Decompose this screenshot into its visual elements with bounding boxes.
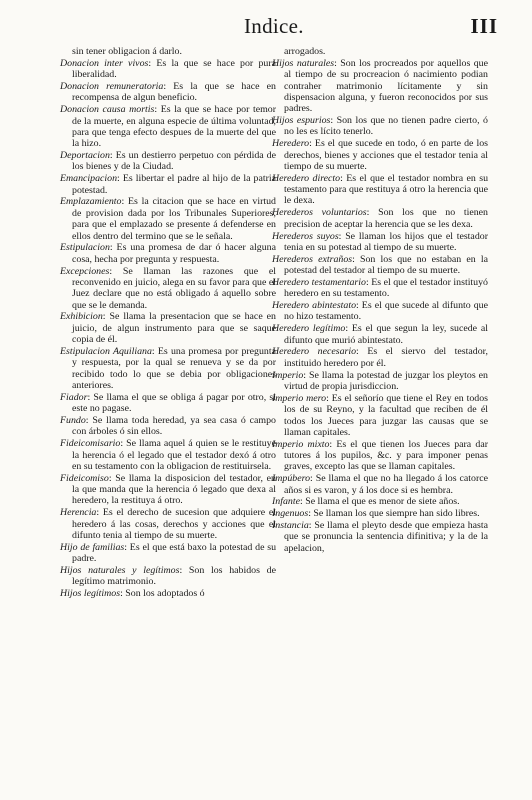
index-entry xyxy=(272,58,488,115)
index-entry xyxy=(272,173,488,207)
index-entry xyxy=(60,196,276,241)
index-entry xyxy=(272,277,488,300)
entry-definition: : Se llama la disposicion del testador, en la que manda que la herencia ó legado que dexa al heredero, la restituya á otro. xyxy=(72,472,276,507)
entry-definition: : Es el que sucede al difunto que no hizo testamento. xyxy=(284,300,489,323)
entry-term: Fideicomisario xyxy=(60,438,121,450)
index-entry xyxy=(60,507,276,541)
entry-term: Donacion inter vivos xyxy=(60,57,149,69)
entry-term: Hijos legítimos xyxy=(60,588,121,600)
entry-definition: : Se llaman los que siempre han sido libres. xyxy=(308,508,480,520)
entry-definition: : Es el que segun la ley, sucede al difunto que murió abintestato. xyxy=(284,323,488,346)
entry-term: Instancia xyxy=(272,520,309,532)
entry-definition: : Es el que está baxo la potestad de su padre. xyxy=(72,541,277,565)
entry-definition: : Es el siervo del testador, instituido heredero por él. xyxy=(284,346,489,369)
index-entry xyxy=(60,242,276,265)
right-column xyxy=(272,46,488,555)
index-entry xyxy=(272,473,488,496)
index-entry xyxy=(272,115,488,138)
index-entry xyxy=(272,393,488,438)
index-entry xyxy=(60,173,276,196)
entry-term: Excepciones xyxy=(60,265,110,277)
index-entry xyxy=(272,323,488,346)
entry-term: Hijo de familias xyxy=(60,541,125,553)
entry-definition: : Es una promesa por pregunta y respuesta, por la qual se renueva y se da por recibido todo lo que se debia por obligaciones anteriores. xyxy=(72,345,276,391)
entry-definition: : Es el que el testador nombra en su testamento para que restituya á otro la herencia que le dexa. xyxy=(284,172,489,207)
entry-term: Exhibicion xyxy=(60,311,103,323)
index-entry xyxy=(60,311,276,345)
entry-term: Hijos espurios xyxy=(272,115,331,127)
index-entry xyxy=(60,392,276,415)
page-number: III xyxy=(470,14,498,38)
entry-term: Imperio mixto xyxy=(272,438,330,450)
entry-term: Herederos voluntarios xyxy=(272,207,367,219)
entry-term: Hijos naturales y legítimos xyxy=(60,564,180,576)
entry-definition: : Se llama el que se obliga á pagar por otro, si este no pagase. xyxy=(72,391,276,415)
index-entry xyxy=(272,231,488,254)
entry-definition: : Son los procreados por aquellos que al tiempo de su procreacion ó nacimiento podian contraher matrimonio lícitamente y sin dispensacion alguna, y fueron reconocidos por sus padres. xyxy=(284,57,488,115)
entry-definition: : Se llama el pleyto desde que empieza hasta que se pronuncia la sentencia difinitiva; y la de la apelacion, xyxy=(284,520,488,554)
entry-definition: : Son los que no estaban en la potestad del testador al tiempo de su muerte. xyxy=(284,253,488,277)
entry-term: Donacion remuneratoria xyxy=(60,81,164,93)
entry-term: Ingenuos xyxy=(272,508,309,520)
entry-term: Herederos extraños xyxy=(272,253,353,265)
entry-term: Heredero legítimo xyxy=(272,323,346,335)
entry-definition: : Es el que tienen los Jueces para dar tutores á los pupilos, &c. y para imponer penas graves, excepto las que se llaman capitales. xyxy=(284,438,488,473)
entry-definition: : Es una promesa de dar ó hacer alguna cosa, hecha por pregunta y respuesta. xyxy=(72,242,276,265)
index-entry xyxy=(272,370,488,393)
entry-definition: : Es la citacion que se hace en virtud de provision dada por los Tribunales Superiores, para que el emplazado se presente á defenderse en ellos dentro del termino que se le señala. xyxy=(72,196,276,242)
entry-term: Herederos suyos xyxy=(272,230,339,242)
index-entry xyxy=(272,300,488,323)
entry-definition: : Es libertar el padre al hijo de la patria potestad. xyxy=(72,173,276,196)
entry-definition: : Se llama el que no ha llegado á los catorce años si es varon, y á los doce si es hembra. xyxy=(284,473,488,496)
index-entry xyxy=(272,207,488,230)
index-entry xyxy=(60,473,276,507)
entry-definition: : Es la que se hace por temor de la muerte, en alguna especie de última voluntad, para que tenga efecto despues de la muerte del que la hizo. xyxy=(72,104,277,150)
entry-term: Impúbero xyxy=(272,473,311,485)
page-header xyxy=(0,14,532,42)
entry-definition: : Es la que se hace en recompensa de algun beneficio. xyxy=(72,81,276,104)
entry-term: Heredero directo xyxy=(272,172,341,184)
index-entry xyxy=(60,588,276,599)
index-entry xyxy=(272,439,488,473)
entry-term: Infante xyxy=(272,496,300,508)
entry-definition: : Se llama la potestad de juzgar los pleytos en virtud de propia jurisdiccion. xyxy=(284,369,488,392)
index-entry xyxy=(60,266,276,311)
entry-definition: : Se llaman los hijos que el testador tenia en su potestad al tiempo de su muerte. xyxy=(284,230,488,253)
entry-definition: : Es el señorío que tiene el Rey en todos los de su Reyno, y la facultad que reciben de él todos los Jueces para juzgar las causas que se llaman capitales. xyxy=(284,392,488,438)
index-entry xyxy=(272,496,488,507)
entry-definition: : Son los que no tienen precision de aceptar la herencia que se les dexa. xyxy=(284,207,488,230)
entry-definition: : Es la que se hace por pura liberalidad. xyxy=(72,57,277,81)
entry-term: Emplazamiento xyxy=(60,196,122,208)
index-entry xyxy=(60,346,276,391)
entry-term: Emancipacion xyxy=(60,173,118,185)
left-column xyxy=(60,46,276,600)
index-entry xyxy=(60,150,276,173)
entry-definition: : Es el derecho de sucesion que adquiere el heredero á las cosas, derechos y acciones que el difunto tenia al tiempo de su muerte. xyxy=(72,507,276,541)
index-entry xyxy=(60,46,276,57)
entry-definition: sin tener obligacion á darlo. xyxy=(72,46,182,57)
index-entry xyxy=(272,254,488,277)
entry-definition: : Se llama aquel á quien se le restituye la herencia ó el legado que el testador dexó á otro en su testamento con la obligacion de restituirsela. xyxy=(72,438,276,472)
entry-term: Heredero testamentario xyxy=(272,276,366,288)
entry-term: Herencia xyxy=(60,507,97,519)
index-entry xyxy=(60,58,276,81)
entry-term: Heredero abintestato xyxy=(272,300,357,312)
entry-term: Fundo xyxy=(60,415,86,426)
index-entry xyxy=(272,508,488,519)
index-entry xyxy=(60,565,276,588)
entry-definition: : Son los que no tienen padre cierto, ó no les es lícito tenerlo. xyxy=(284,115,488,138)
entry-definition: : Se llama la presentacion que se hace en juicio, de algun instrumento para que se saque copia de él. xyxy=(72,311,276,346)
entry-term: Imperio mero xyxy=(272,392,327,404)
entry-term: Estipulacion Aquiliana xyxy=(60,345,152,357)
entry-term: Hijos naturales xyxy=(272,57,335,69)
entry-term: Heredero xyxy=(272,138,310,150)
index-entry xyxy=(60,415,276,438)
index-entry xyxy=(272,138,488,172)
index-entry xyxy=(60,104,276,149)
entry-definition: : Es el que el testador instituyó heredero en su testamento. xyxy=(284,276,488,300)
index-entry xyxy=(272,46,488,57)
entry-definition: : Es el que sucede en todo, ó en parte de los derechos, bienes y acciones que el testador tenia al tiempo de su muerte. xyxy=(284,138,488,172)
entry-term: Deportacion xyxy=(60,150,110,162)
entry-definition: arrogados. xyxy=(284,46,326,57)
entry-definition: : Se llama el que es menor de siete años. xyxy=(299,496,460,508)
entry-term: Fideicomiso xyxy=(60,472,109,484)
entry-definition: : Es un destierro perpetuo con pérdida de los bienes y de la Ciudad. xyxy=(72,150,276,173)
index-entry xyxy=(60,81,276,104)
entry-definition: : Son los adoptados ó xyxy=(120,588,205,600)
index-entry xyxy=(272,520,488,554)
index-entry xyxy=(60,438,276,472)
index-entry xyxy=(60,542,276,565)
entry-term: Imperio xyxy=(272,369,304,381)
entry-definition: : Se llaman las razones que el reconvenido en juicio, alega en su favor para que el Juez declare que no está obligado á aquello sobre que se le demanda. xyxy=(72,265,276,311)
entry-definition: : Son los habidos de legítimo matrimonio. xyxy=(72,564,276,588)
entry-term: Fiador xyxy=(60,391,88,403)
entry-definition: : Se llama toda heredad, ya sea casa ó campo con árboles ó sin ellos. xyxy=(72,415,276,438)
entry-term: Estipulacion xyxy=(60,242,110,254)
index-entry xyxy=(272,346,488,369)
running-title: Indice. xyxy=(244,14,304,38)
entry-term: Heredero necesario xyxy=(272,346,357,358)
entry-term: Donacion causa mortis xyxy=(60,104,155,116)
